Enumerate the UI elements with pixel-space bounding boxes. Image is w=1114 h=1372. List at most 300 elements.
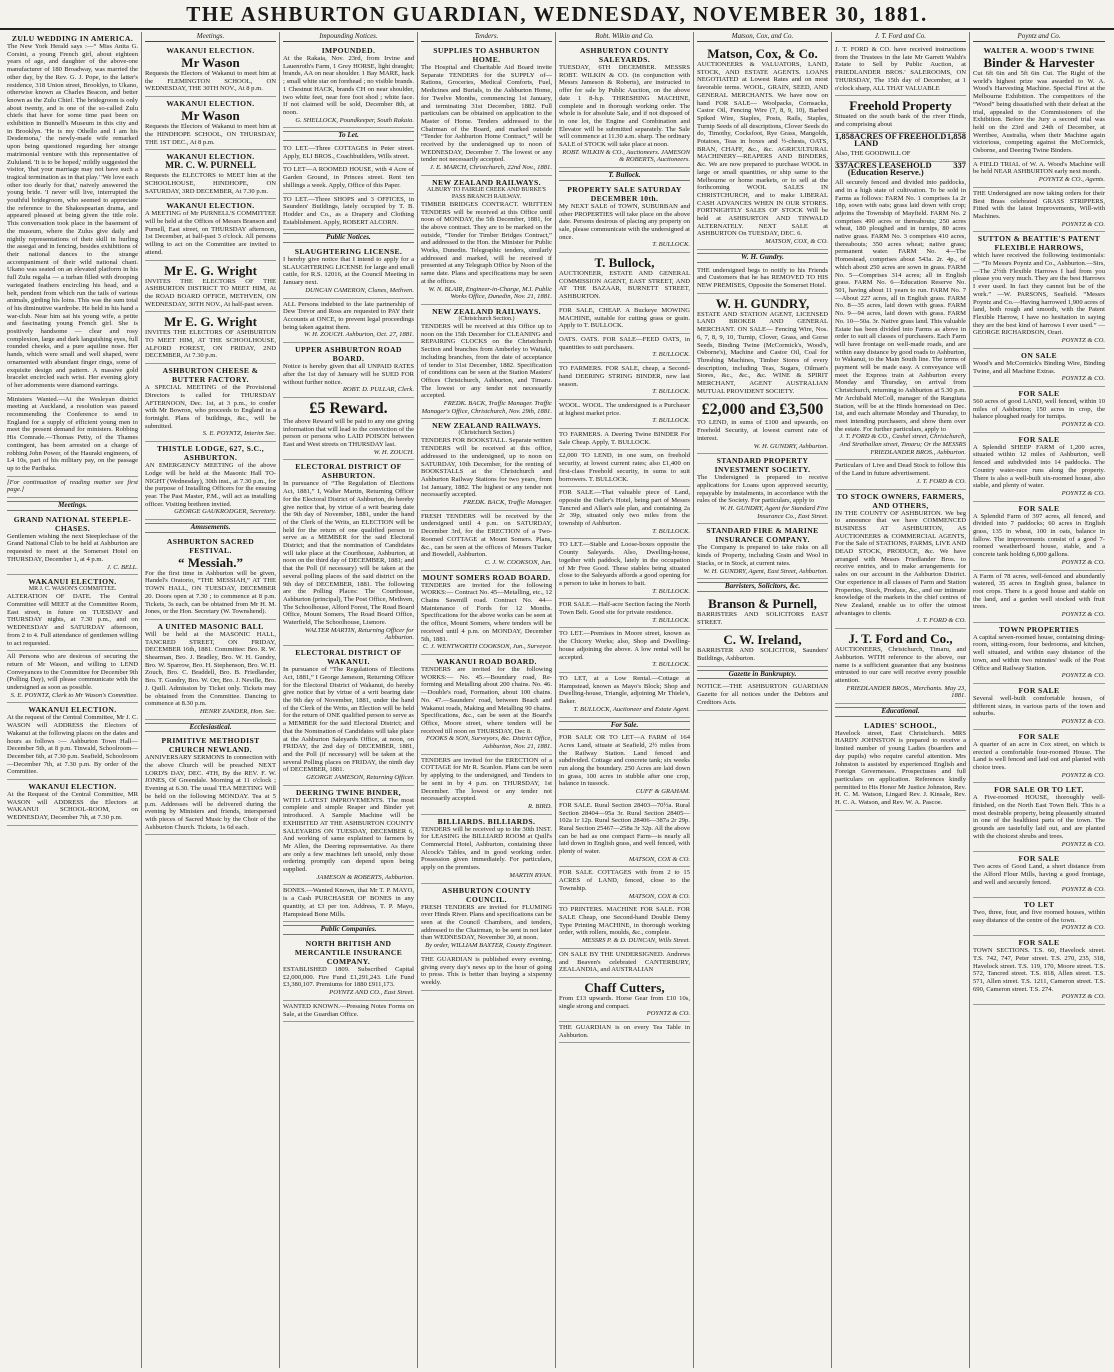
- ad-title: FOR SALE: [1018, 434, 1060, 444]
- ad-body: AUCTIONEER, ESTATE AND GENERAL COMMISSION AGENT, EAST STREET, AND AT THE BAZAAR, BURNETT STREET, ASHBURTON.: [559, 270, 690, 301]
- ad-title: WAKANUI ELECTION.: [166, 46, 255, 55]
- column-3: [280, 32, 418, 1368]
- ad-signature: J. C. BELL.: [107, 563, 138, 571]
- ad-signature: By order, WILLIAM BAXTER, County Engineer.: [425, 942, 552, 950]
- advertisement: [559, 183, 690, 253]
- ad-subtitle: MR J. C. WASON'S COMMITTEE.: [28, 586, 117, 593]
- advertisement: [973, 571, 1105, 623]
- advertisement: [145, 261, 276, 313]
- ad-body: ON SALE BY THE UNDERSIGNED. Andrews and Beaven's celebrated CANTERBURY, ZEALANDIA, and AUSTRALIAN: [559, 950, 690, 974]
- advertisement: [421, 511, 552, 571]
- advertisement: [835, 44, 966, 96]
- ad-title: FOR SALE: [1018, 854, 1060, 864]
- ad-body: FOR SALE.—That valuable piece of Land, opposite the Ostler's Hotel, being part of Messrs Tancred and Allan's sale plan, and containing 2a 2r 39p, situated only two miles from the township of Ashburton.: [559, 489, 690, 528]
- ad-body: Particulars of Live and Dead Stock to follow this of the Land in future advertisement.: [835, 462, 966, 478]
- ad-signature: POYNTZ & CO.: [1061, 718, 1105, 726]
- ad-signature: MATSON, COX, & CO.: [765, 238, 828, 246]
- advertisement: [421, 884, 552, 954]
- ad-title: TO LET: [1023, 900, 1055, 910]
- column-heading: Tenders.: [421, 32, 552, 42]
- ad-display-name: J. T. Ford and Co.,: [848, 631, 953, 647]
- advertisement: [559, 978, 690, 1022]
- ad-subtitle: (Christchurch Section.): [458, 315, 515, 322]
- advertisement: [559, 867, 690, 904]
- ad-body: All securely fenced and divided into paddocks, and in a high state of cultivation. To be sold in Farms as follows: FARM No. 1 comprises 1a 2r 18p, sown with oats; grass laid down with crop; adjoins the Township of Mayfield. FARM No. 2 comprises 490 acres or thereabouts; 250 acres wheat, 180 ploughed and in turnips, 80 acres native grass. FARM No. 3 comprises 410 acres, thereabouts; 350 acres wheat; native grass; permanent water. FARM No. 4—The Homestead, comprises about 543a. 2r. 4p., of which about 250 acres are sown in grass. FARM No. 5—Comprises 314 acres; all in English grass. FARM No. 6—Education Reserve No. 501, having about 11 years to run. FARM No. 7—About 227 acres, all in English grass. FARM No. 8—35 acres, laid down with grass. FARM No. 9—94 acres, laid down with grass. FARM No. 10—50a. 3r. Native grass land. This valuable Estate has been divided into Farms as above in order to suit all classes of purchasers. Each Farm will have frontage on well-made roads, and are within easy distance by good roads to Ashburton, to Wakanui, to the Main South line. The terms of payment will be made easy. A conveyance will meet the Express train at Ashburton every Monday and Thursday, on arrival from Christchurch, returning to Ashburton at 5.30 p.m. Mr Archibald McColl, manager of the Rangitata Station, will be at the Hinds homestead on Dec. 1st, and each alternate Monday and Thursday, to meet intending purchasers, and show them over the estate. For further particulars, apply to: [835, 179, 966, 433]
- column-heading: Meetings.: [145, 32, 276, 42]
- ad-title: ASHBURTON COUNTY COUNCIL.: [442, 885, 531, 904]
- ad-body: THE Undersigned are now taking orders for their Best Brass celebrated GRASS STRIPPERS, Fitted with the latest Improvements, Will-with Machines.: [973, 189, 1105, 220]
- ad-signature: POYNTZ & CO.: [1061, 924, 1105, 932]
- ad-signature: W. H. ZOUCH. Ashburton, Oct. 27, 1881.: [303, 331, 414, 339]
- ad-body: THE GUARDIAN is on every Tea Table in Ashburton.: [559, 1024, 690, 1039]
- ad-body: FOR SALE.—Half-acre Section facing the North Town Belt. Good site for private residence.: [559, 601, 690, 617]
- advertisement: [697, 594, 828, 630]
- ad-title: WAKANUI ELECTION.: [28, 577, 117, 587]
- advertisement: [559, 1022, 690, 1043]
- ad-body: The Company is prepared to take risks on all kinds of Property, including Grain and Wool in Stacks, or in Stock, at current rates.: [697, 544, 828, 567]
- ad-subtitle: ALBURY TO FAIRLIE CREEK AND BURKE'S PASS BRANCH RAILWAY.: [426, 186, 547, 200]
- ad-signature: T. BULLOCK.: [652, 616, 690, 624]
- advertisement: [559, 334, 690, 363]
- column-heading: Matson, Cox, and Co.: [697, 32, 828, 42]
- ad-title: GRAND NATIONAL STEEPLE-CHASES.: [13, 514, 132, 533]
- column-heading: Robt. Wilkin and Co.: [559, 32, 690, 42]
- advertisement: [421, 815, 552, 884]
- advertisement: [973, 159, 1105, 188]
- ad-display-heading: £5 Reward.: [309, 399, 388, 417]
- advertisement: [283, 1001, 414, 1022]
- advertisement: [973, 502, 1105, 571]
- ad-display-name: Mr E. G. Wright: [164, 314, 257, 330]
- ad-body: AUCTIONEERS, Christchurch, Timaru, and Ashburton. WITH reference to the above, our name is a sufficient guarantee that any business entrusted to our care will receive every possible attention.: [835, 646, 966, 684]
- ad-body: Requests the ELECTORS to MEET him at the SCHOOLHOUSE, HINDHOPE, ON SATURDAY, 3RD DECEMBER, At 7.30 p.m.: [145, 172, 276, 195]
- ad-body: Also, THE GOODWILL OF: [835, 150, 911, 158]
- ad-signature: FRIEDLANDER BROS., Merchants. May 23, 1881.: [846, 684, 966, 700]
- ad-body: Notice is hereby given that all UNPAID RATES after the 1st day of January will be SUED FOR without further notice.: [283, 363, 414, 386]
- ad-title: BILLIARDS. BILLIARDS.: [437, 816, 536, 826]
- ad-body: FOR SALE. COTTAGES with from 2 to 15 ACRES of LAND, fenced, close to the Township.: [559, 869, 690, 892]
- ad-signature: POYNTZ & CO.: [1061, 886, 1105, 894]
- ad-body: OATS. OATS. FOR SALE—FEED OATS, in quantities to suit purchasers.: [559, 335, 690, 351]
- acreage-part: 337: [953, 159, 966, 170]
- ad-body: Wood's and McCormick's Binding Wire, Binding Twine, and all Machine Extras.: [973, 359, 1105, 375]
- ad-display-name: Freehold Property: [849, 98, 952, 114]
- advertisement: [145, 44, 276, 97]
- section-heading: For Sale.: [559, 721, 690, 731]
- ad-signature: GEORGE JAMESON, Returning Officer.: [306, 774, 414, 782]
- ad-title: ELECTORAL DISTRICT OF ASHBURTON.: [295, 462, 402, 481]
- ad-signature: POYNTZ & CO.: [1061, 421, 1105, 429]
- advertisement: [559, 904, 690, 949]
- ad-signature: HENRY ZANDER, Hon. Sec.: [199, 707, 276, 715]
- section-heading: Ecclesiastical.: [145, 723, 276, 733]
- advertisement: [145, 312, 276, 364]
- ad-signature: MARTIN RYAN.: [509, 871, 552, 879]
- advertisement: [7, 32, 138, 394]
- ad-signature: MESSRS P. & D. DUNCAN, Wills Street.: [581, 937, 690, 945]
- advertisement: [559, 949, 690, 978]
- ad-body: At the Rakaia, Nov. 23rd, from Irvine and Lauenroth's Farm, 1 Grey HORSE, light draught; brands, AA on near shoulder. 1 Bay MARE, hack ; small white star on forehead ; no visible brands. 1 Chestnut HACK, brands CH on near shoulder, two white feet, near fore foot shod ; white face. If not claimed will be sold, December 8th, at noon.: [283, 55, 414, 116]
- advertisement: [973, 623, 1105, 684]
- ad-body: A Splendid Farm of 397 acres, all fenced, and divided into 7 paddocks; 60 acres in English grass, 135 in wheat, 100 in oats, balance in fallow. The improvements consist of a good 7-roomed weatherboard house, stable, and a concrete tank holding 6,000 gallons.: [973, 512, 1105, 559]
- advertisement: [973, 783, 1105, 852]
- ad-title: NORTH BRITISH AND MERCANTILE INSURANCE COMPANY.: [294, 938, 403, 966]
- column-4: [418, 32, 556, 1368]
- ad-body: At the Request of the Central Committee, MR WASON will ADDRESS the Electors at WAKANUI SCHOOL-ROOM, on WEDNESDAY, December 7th, at 7.30 p.m.: [7, 791, 138, 822]
- advertisement: [145, 97, 276, 150]
- ad-body: Two, three, four, and five roomed houses, within easy distance of the centre of the town.: [973, 909, 1105, 924]
- advertisement: [7, 703, 138, 780]
- ad-signature: T. BULLOCK.: [652, 351, 690, 359]
- ad-body: TENDERS are invited for the following WORKS:— No. 45.—Boundary road, Re-forming and Metalling about 200 chains. No. 46.—Double's road, Formation, about 100 chains. No. 47.—Saunders' road, between Beach and Wakanui roads, Making and Metalling 90 chains. Specifications, &c., can be seen at the Board's Office, Moore street, where tenders will be received till noon on THURSDAY, Dec 8.: [421, 666, 552, 735]
- advertisement: [835, 629, 966, 704]
- advertisement: [145, 442, 276, 520]
- column-8: [970, 32, 1108, 1368]
- ad-body: TO FARMERS. A Deering Twine BINDER For Sale Cheap. Apply, T. BULLOCK.: [559, 431, 690, 446]
- page-columns: [4, 32, 1110, 1368]
- ad-body: which have received the following testimonials:— “To Messrs Poyntz and Co., Ashburton.—Sirs,—The 2½th Flexible Harrows I had from you please you very much. They are the best Harrows I ever used. In fact they cannot but be of the work.” —W. PARSONS, Seafield. “Messrs Poyntz and Co.—Having harrowed 1,900 acres of land, both rough and smooth, with the Patent Flexible Harrow, I have no hesitation in saying they are the best kind of harrows I ever used.” —GEORGE RICHARDSON, Orari.: [973, 252, 1105, 337]
- ad-title: FOR SALE OR TO LET.: [994, 785, 1084, 795]
- advertisement: [145, 364, 276, 442]
- advertisement: [7, 477, 138, 498]
- ad-body: A SPECIAL MEETING of the Provisional Directors is called for THURSDAY AFTERNOON, Dec. 1st, at 3 p.m., to confer with Mr Bowron, who proceeds to England in a fortnight. Plans of buildings, &c., will be submitted.: [145, 384, 276, 430]
- advertisement: [283, 143, 414, 164]
- ad-signature: J. T. FORD & CO., Cashel street, Christchurch, And Strathallan street, Timaru; Or the MESSRS FRIEDLANDER BROS., Ashburton.: [839, 433, 966, 456]
- ad-body: A Five-roomed HOUSE, thoroughly well-finished, on the North East Town Belt. This is a most desirable property, being pleasantly situated in one of the healthiest parts of the town. The grounds are tastefully laid out, and are planted with the choicest shrubs and trees.: [973, 794, 1105, 840]
- advertisement: [283, 44, 414, 128]
- ad-body: IN THE COUNTY OF ASHBURTON. We beg to announce that we have COMMENCED BUSINESS AT ASHBURTON, AS AUCTIONEERS & COMMERCIAL AGENTS, For the Sale of STATIONS, FARMS, LIVE AND DEAD STOCK, PRODUCE, &c. We have arranged with Messrs Friedlander Bros. to receive entries, and to make arrangements for sales on our account in the Ashburton District. Our experience in all classes of Farm and Station Properties, Stock, Produce, &c., and our intimate knowledge of the markets in the chief centres of New Zealand, enable us to offer the utmost advantages to clients.: [835, 509, 966, 617]
- advertisement: [559, 628, 690, 673]
- ad-signature: GEORGE GAUKRODGER, Secretary.: [174, 508, 276, 516]
- advertisement: [559, 732, 690, 800]
- advertisement: [697, 44, 828, 250]
- ad-signature: ROBT. WILKIN & CO., Auctioneers. JAMESON & ROBERTS, Auctioneers.: [562, 148, 690, 164]
- ad-title: SUPPLIES TO ASHBURTON HOME.: [433, 46, 540, 64]
- ad-signature: POYNTZ & CO.: [1061, 771, 1105, 779]
- advertisement: [973, 349, 1105, 387]
- ad-title: WAKANUI ROAD BOARD.: [436, 657, 537, 666]
- ad-display-name: Matson, Cox, & Co.: [707, 46, 818, 61]
- ad-body: I hereby give notice that I intend to apply for a SLAUGHTERING LICENSE for large and small cattle, for R.S. 12016, at the Council Meeting in January next.: [283, 256, 414, 287]
- ad-signature: J. T. FORD & CO.: [916, 477, 966, 485]
- ad-body: For the first time in Ashburton will be given, Handel's Oratorio, “THE MESSIAH,” AT THE TOWN HALL, ON TUESDAY, DECEMBER 20. Doors open at 7.30 ; to commence at 8 p.m. Tickets, 3s each, can be obtained from Mr H. M. Jones, or the Hon. Secretary (W. Townshend).: [145, 569, 276, 616]
- ad-signature: POYNTZ & CO.: [1061, 489, 1105, 497]
- advertisement: [835, 96, 966, 132]
- ad-signature: S. E. POYNTZ, Clerk to Mr Wason's Committee.: [10, 691, 138, 699]
- ad-signature: MATSON, COX & CO.: [628, 855, 690, 863]
- advertisement: [559, 800, 690, 868]
- ad-signature: C. J. WENTWORTH COOKSON, Jun., Surveyor.: [422, 643, 552, 651]
- ad-body: ALL Persons indebted to the late partnership of Dew Trevor and Ross are requested to PAY their Accounts at ONCE, to prevent legal proceedings being taken against them.: [283, 300, 414, 331]
- ad-body: Two acres of Good Land, a short distance from the Alford Flour Mills, having a good frontage, and well and securely fenced.: [973, 863, 1105, 886]
- advertisement: [145, 620, 276, 720]
- advertisement: [973, 433, 1105, 502]
- ad-body: ESTATE AND STATION AGENT, LICENSED LAND BROKER AND GENERAL MERCHANT. ON SALE— Fencing Wire, Nos. 6, 7, 8, 9, 10, Turnip, Clover, Grass, and Gorse Seeds, Binding Twine (McCormick's, Wood's, Osborne's), Machine and Castor Oil, Coal for Threshing Machines, Timber Stores of every description, including Teas, Sugars, Oilman's Stores, &c., &c., &c. WINE & SPIRIT MERCHANT, AGENT AUSTRALIAN MUTUAL PROVIDENT SOCIETY.: [697, 310, 828, 395]
- ad-body: A FIELD TRIAL of W. A. Wood's Machine will be held NEAR ASHBURTON early next month.: [973, 160, 1105, 176]
- ad-body: FRESH TENDERS will be received by the undersigned until 4 p.m. on SATURDAY, December 3rd, for the ERECTION of a Two-Roomed COTTAGE at Mount Somers. Plans, &c., can be seen at the offices of Messrs Tucker and Bowdell, Ashburton.: [421, 512, 552, 559]
- ad-body: Cut 6ft 6in and 5ft 6in Cut. The Right of the world's highest prize was awarded to W. A. Wood's Harvesting Machine. Special First at the Melbourne Exhibition. The competitors of the “Wood” being dissatisfied with their defeat at the trial, appealed to the Commissioners of the Exhibition. Before the Jury a second trial was held on the 23rd and 24th of December, at Werribee, Australia, when their Machine again victorious, competing against the McCormick, Osborne, and Deering Twine Binders.: [973, 70, 1105, 155]
- acreage-part: ACRES OF FREEHOLD LAND: [854, 130, 947, 149]
- ad-display-name: Chaff Cutters,: [584, 979, 665, 995]
- ad-body: A MEETING of Mr PURNELL'S COMMITTEE will be held at the Offices of Messrs Branson and Purnell, East street, on THURSDAY afternoon, 1st December, at half-past 3 o'clock. All persons willing to act on the Committee are invited to attend.: [145, 210, 276, 256]
- advertisement: [283, 646, 414, 786]
- advertisement: [421, 176, 552, 305]
- advertisement: [697, 681, 828, 710]
- advertisement: [697, 399, 828, 454]
- ad-body: INVITES THE ELECTORS OF ASHBURTON TO MEET HIM, AT THE SCHOOLHOUSE, ALFORD FOREST, ON FRIDAY, 2ND DECEMBER, At 7.30 p.m.: [145, 329, 276, 360]
- advertisement: [559, 450, 690, 487]
- ad-signature: MATSON, COX & CO.: [628, 892, 690, 900]
- ad-body: TENDERS will be received at this Office up to noon on the 15th December for CLEANING and REPAIRING CLOCKS on the Christchurch Section and branches from Amberley to Waitaki, including branches, from the date of acceptance of tender to 31st December, 1882. Specification of conditions can be seen at the Station Masters' Offices Christchurch, Ashburton, and Timaru. The lowest or any tender not necessarily accepted.: [421, 322, 552, 400]
- ad-body: NOTICE.—THE ASHBURTON GUARDIAN Gazette for all notices under the Debtors and Creditors Acts.: [697, 683, 828, 706]
- advertisement: [7, 575, 138, 651]
- ad-title: NEW ZEALAND RAILWAYS.: [432, 177, 541, 187]
- section-heading: W. H. Gundry.: [697, 253, 828, 263]
- ad-title: FOR SALE: [1018, 388, 1060, 398]
- ad-body: The above Reward will be paid to any one giving information that will lead to the conviction of the person or persons who LAID POISON between East and West streets on THURSDAY last.: [283, 417, 414, 449]
- ad-title: ASHBURTON COUNTY SALEYARDS.: [580, 46, 669, 64]
- advertisement: [835, 719, 966, 811]
- ad-body: ESTABLISHED 1809. Subscribed Capital £2,000,000. Fire Fund £1,291,243. Life Fund £3,380,107. Premiums for 1880 £911,173.: [283, 965, 414, 989]
- ad-title: WALTER A. WOOD'S TWINE: [983, 46, 1095, 55]
- section-heading: Barristers, Solicitors, &c.: [697, 582, 828, 592]
- ad-body: TO LET.—Three SHOPS and 3 OFFICES, in Saunders' Buildings, lately occupied by T. B. Hodder and Co., as a Drapery and Clothing Establishment. Apply, ROBERT ALCORN.: [283, 195, 414, 226]
- ad-body: The Undersigned is prepared to receive applications for Loans upon approved security, repayable by instalments, in accordance with the rules of the Society. For particulars, apply to: [697, 474, 828, 505]
- ad-title: WAKANUI ELECTION.: [28, 782, 117, 792]
- ad-signature: W. H. GUNDRY, Ashburton.: [753, 442, 828, 450]
- section-heading: Meetings.: [7, 501, 138, 511]
- advertisement: [145, 535, 276, 620]
- ad-body: TO LET—A ROOMED HOUSE, with 4 Acre of Garden Ground, in Princes street. Rent ten shillings a week. Apply, Office of this Paper.: [283, 166, 414, 189]
- ad-title: FOR SALE: [1018, 731, 1060, 741]
- ad-body: TO LET.—Stable and Loose-boxes opposite the County Saleyards. Also, Dwelling-house, together with paddock, lately in the occupation of Mr Free Good. These stables being situated close to the Saleyards affords a good opening for a person to take in horses to bait.: [559, 541, 690, 587]
- section-heading: Public Companies.: [283, 925, 414, 935]
- advertisement: [421, 954, 552, 991]
- ad-signature: J. T. FORD & CO.: [916, 617, 966, 625]
- ad-title: ASHBURTON CHEESE & BUTTER FACTORY.: [162, 366, 259, 385]
- ad-signature: POYNTZ & CO.: [1061, 375, 1105, 383]
- column-7: [832, 32, 970, 1368]
- column-6: [694, 32, 832, 1368]
- ad-title: WAKANUI ELECTION.: [166, 201, 255, 211]
- ad-signature: T. BULLOCK.: [652, 587, 690, 595]
- ad-title: ELECTORAL DISTRICT OF WAKANUI.: [295, 648, 402, 667]
- ad-body: At the request of the Central Committee, Mr J. C. WASON will ADDRESS the Electors of Wakanui at the following places on the dates and hours as follows :— Ashburton Town Hall—December 5th, at 8 p.m. Tinwald, Schoolroom—December 6th, at 7.30 p.m. Seafield, Schoolroom—December 7th, at 7.30 p.m. By order of the Committee.: [7, 714, 138, 776]
- advertisement: [973, 188, 1105, 233]
- ad-signature: JAMESON & ROBERTS, Ashburton.: [316, 873, 414, 881]
- ad-body: Requests the Electors of Wakanui to meet him at the HINDHOPE SCHOOL, ON THURSDAY, THE 1ST DEC., At 8 p.m.: [145, 123, 276, 146]
- advertisement: [283, 398, 414, 461]
- masthead: THE ASHBURTON GUARDIAN, WEDNESDAY, NOVEMBER 30, 1881.: [0, 0, 1114, 30]
- ad-title: NEW ZEALAND RAILWAYS.: [432, 306, 541, 316]
- ad-title: UPPER ASHBURTON ROAD BOARD.: [295, 345, 402, 364]
- ad-body: Requests the Electors of Wakanui to meet him at the FLEMINGTON SCHOOL, ON WEDNESDAY, THE 30TH NOV., At 8 p.m.: [145, 70, 276, 93]
- ad-body: TO FARMERS. FOR SALE, cheap, a Second-hand DEERING STRING BINDER, new last season.: [559, 365, 690, 388]
- ad-signature: POYNTZ AND CO., East Street.: [329, 989, 414, 997]
- ad-signature: S. E. POYNTZ, Interim Sec.: [202, 430, 276, 438]
- column-5: [556, 32, 694, 1368]
- ad-body: Will be held at the MASONIC HALL, TANCRED STREET, ON FRIDAY, DECEMBER 16th, 1881. Committee: Bro. R. W. Shearman, Bro. J. Bradley, Bro. W. H. Gundry, Bro. W. Sparrow, Bro. H. Stephenson, Bro. W. H. Zouch, Bro. C. Braddell, Bro. B. Friedlander, Bro. T. Gundry, Bro. W. Orr, Bro. J. Neville, Bro. J. Quill. Admission by Ticket only. Tickets may be obtained from the Committee. Dancing to commence at 8.30 p.m.: [145, 630, 276, 708]
- ad-title: LADIES' SCHOOL,: [864, 720, 937, 730]
- ad-body: Havelock street, East Christchurch. MRS HARDY JOHNSTON is prepared to receive a limited number of young Ladies (boarders and day pupils) who require careful attention. Mrs Johnston is assisted by experienced English and Foreign Governesses. Prospectuses and full particulars on application. References kindly permitted to His Honor Mr Justice Johnston, Rev. H. C. M. Watson, Lingard Rev. J. Kinsale, Rev. H. C. A. Watson, and Rev. W. A. Pascoe.: [835, 729, 966, 807]
- ad-signature: FREDK. BACK, Traffic Manager. Traffic Manager's Office, Christchurch, Nov. 29th, 1881.: [421, 400, 552, 415]
- ad-signature: POYNTZ & CO.: [1061, 672, 1105, 680]
- ad-signature: W. H. GUNDRY, Agent for Standard Fire Insurance Co., East Street.: [719, 505, 828, 520]
- ad-body: TIMBER BRIDGES CONTRACT. WRITTEN TENDERS will be received at this Office until noon of MONDAY, the 5th December, 1881, for the above contract. They are to be marked on the outside, “Tender for Timber Bridges Contract,” and addressed to the Hon. the Minister for Public Works, Dunedin. Telegraphic tenders, similarly addressed and marked, will be received if presented at any Telegraph Office by Noon of the same date. Plans and specifications may be seen at the offices.: [421, 200, 552, 285]
- ad-title: IMPOUNDED.: [321, 46, 376, 55]
- advertisement: [421, 655, 552, 755]
- ad-body: BARRISTERS AND SOLICITORS EAST STREET.: [697, 610, 828, 626]
- advertisement: [283, 343, 414, 398]
- ad-signature: J. E. MARCH, Christchurch, 22nd Nov., 1881.: [429, 164, 552, 172]
- ad-display-name: Mr E. G. Wright: [164, 262, 257, 278]
- advertisement: [559, 400, 690, 429]
- ad-body: From £13 upwards. Horse Gear from £10 10s, single strong and compact.: [559, 994, 690, 1010]
- advertisement: [145, 199, 276, 260]
- ad-signature: T. BULLOCK.: [652, 388, 690, 396]
- ad-body: In pursuance of “The Regulation of Elections Act, 1881,” I, Walter Martin, Returning Officer for the Electoral District of Ashburton, do hereby give notice that, by virtue of a writ bearing date the 9th day of November, 1881, under the hand of the Clerk of the Writs, an ELECTION will be held for the return of one qualified person to serve as a MEMBER for the said Electoral District; and that the nomination of Candidates will take place at the Courthouse, Ashburton, at noon on the third day of DECEMBER, 1881; and that the Poll (if necessary) will be taken at the several polling places of the said district on the 9th day of DECEMBER, 1881. The following are the Polling Places: The Courthouse, Ashburton (principal), The Post Office, Methven, The Schoolhouse, Alford Forest, The Road Board Office, Mount Somers, The Road Board Office, Waterfield, The Schoolhouse, Lismore.: [283, 480, 415, 627]
- ad-signature: R. BIRD.: [528, 802, 552, 810]
- ad-body: A Farm of 78 acres, well-fenced and abundantly watered, 35 acres in English grass, balance in root crops. There is a good house and stable on the land, and a garden well stocked with fruit trees.: [973, 572, 1105, 611]
- ad-signature: POYNTZ & CO.: [1061, 611, 1105, 619]
- ad-body: A quarter of an acre in Cox street, on which is erected a comfortable four-roomed House. The Land is well fenced and laid out and planted with choice trees.: [973, 740, 1105, 771]
- ad-title: MOUNT SOMERS ROAD BOARD.: [422, 572, 551, 582]
- column-heading: Poyntz and Co.: [973, 32, 1105, 42]
- advertisement: [973, 730, 1105, 784]
- ad-body: The New York Herald says :—“ Miss Anita G. Corsini, a young French girl, about eighteen years of age, and daughter of the above-one manufacturer of 180 Broadway, was married the other day, by the Rev. G. J. Pope, to the latter's residence, 318 Union street, Brooklyn, to Ukano, otherwise known as Charles Beacon, and better known as the Zulu Chief. The bridegroom is only about twenty, and is one of the so-called Zulu chiefs that have for some time past been on exhibition in Bunnell's Museum in this city and in Brooklyn. 'He is my Othello and I am his Desdemona,' the newly-made wife remarked upon being questioned regarding her strange matrimonial venture with this representative of Zululand. 'It is to be hoped,' mildly suggested the visitor, 'that your marriage may not have such a tragical termination as in that play.' 'We love each other too dearly for that,' naively answered the young bride. 'I never will live, interrupted the youthful bridegroom, who seemed to appreciate the reference to the Shakespearian drama, and appeared pleased at being given the title role. This conversation took place in the basement of the museum, where the Zulus give daily and nightly representations of their skill in hurling the assegai and in fencing, besides exhibitions of their national dances to the strange accompaniment of their wild national chant. Ukano was seated on an elevated platform in his full Zulu regalia — a turban filled with drooping variegated feathers encircling his head, and a belt, pendent from which run the tails of various animals, girding his loins. This was the sum total of his diminutive wardrobe. He held in his hand a war-club. Near him sat his young wife, a petite and fascinating young French girl. She is positively handsome — clear and rosy complexion, large and dark languishing eyes, full rounded cheeks, and a pure aquiline nose. Her hands, which were small and well shaped, were ornamented with abundant finger rings, some of exquisite design and pattern. A massive gold bracelet encircled each wrist. Her evening glory of her adornments were diamond earrings.: [7, 43, 138, 389]
- ad-body: Ministers Wanted.—At the Wesleyan district meeting at Auckland, a resolution was passed recommending the Conference to send to England for a supply of efficient young men to meet the present demand for ministers. Robbing His Comrade.—Thomas Petty, of the Thames contingent, has been arrested on a charge of robbing John Power, of the Hauraki engineers, of L4 10s, part of his military pay, on the passage up to the Parihaka.: [7, 395, 138, 472]
- ad-title: FOR SALE: [1018, 503, 1060, 513]
- ad-body: Several well-built comfortable houses, of different sizes, in various parts of the town and suburbs.: [973, 695, 1105, 718]
- ad-display-name: C. W. Ireland,: [723, 632, 802, 648]
- ad-body: WOOL. WOOL. The undersigned is a Purchaser at highest market price.: [559, 401, 690, 417]
- ad-title: FOR SALE: [1018, 686, 1060, 695]
- advertisement: [7, 394, 138, 477]
- advertisement: [421, 44, 552, 176]
- ad-body: £2,000 TO LEND, in one sum, on freehold security, at lowest current rates; also £1,400 on first-class Freehold security, in sums to suit borrowers. T. BULLOCK.: [559, 452, 690, 483]
- section-heading: T. Bullock.: [559, 171, 690, 181]
- advertisement: [973, 936, 1105, 1005]
- acreage-part: 1,858: [946, 130, 966, 141]
- ad-title: FOR SALE: [1018, 938, 1060, 948]
- advertisement: [7, 651, 138, 703]
- ad-title: DEERING TWINE BINDER,: [295, 787, 402, 797]
- ad-signature: WALTER MARTIN, Returning Officer for Ashburton.: [304, 626, 414, 642]
- ad-signature: W. H. GUNDRY, Agent, East Street, Ashburton.: [703, 567, 828, 575]
- advertisement: [559, 673, 690, 718]
- ad-title: PRIMITIVE METHODIST CHURCH NEWLAND.: [161, 736, 260, 755]
- acreage-line: [835, 130, 966, 149]
- advertisement: [973, 852, 1105, 898]
- ad-body: The Hospital and Charitable Aid Board invite Separate TENDERS for the SUPPLY of— Rations, Groceries, Medical Comforts, Fuel, Medicines and Burials, to the Ashburton Home, for Twelve Months, commencing 1st January, and terminating 31st December, 1882. Full particulars can be obtained on application to the Master of Home. Tenders addressed to the Chairman of the Board, and marked outside “Tender for Ashburton Home Contract,” will be received by the undersigned up to noon of WEDNESDAY, December 7. The lowest or any tender not necessarily accepted.: [421, 64, 552, 164]
- column-1: [4, 32, 142, 1368]
- ad-signature: W. N. BLAIR, Engineer-in-Charge, M.I. Public Works Office, Dunedin, Nov. 21, 1881.: [428, 285, 552, 301]
- ad-body: WANTED KNOWN.—Pressing Notes Forms on Sale, at the Guardian Office.: [283, 1002, 414, 1018]
- ad-body: ANNIVERSARY SERMONS In connection with the above Church will be preached NEXT LORD'S DAY, DEC. 4TH, By the REV. F. W. JONES, Of Greendale. Morning at 11 o'clock ; Evening at 6.30. The usual TEA MEETING Will be held on the following MONDAY. Tea at 5 p.m. Addresses will be delivered during the evening by Ministers and friends, interspersed with pieces of Sacred Music by the Choir of the Ashburton Church. Tickets, 1s 6d each.: [145, 754, 276, 831]
- ad-title: WAKANUI ELECTION.: [166, 99, 255, 109]
- ad-title: ZULU WEDDING IN AMERICA.: [11, 34, 134, 43]
- advertisement: [835, 490, 966, 630]
- ad-body: WITH LATEST IMPROVEMENTS. The most complete and simple Reaper and Binder yet introduced. A Sample Machine will be EXHIBITED AT THE ASHBURTON COUNTY SALEYARDS ON TUESDAY, DECEMBER 6, And working of same explained to farmers by Mr Allen, the Deering representative. As there are only a few machines left unsold, only those ordering promptly can depend upon being supplied.: [283, 796, 414, 874]
- ad-signature: POYNTZ & CO.: [1061, 337, 1105, 345]
- ad-body: Gentlemen wishing the next Steeplechase of the Grand National Club to be held at Ashburton are requested to meet at the Somerset Hotel on THURSDAY, December 1, at 4 p.m.: [7, 532, 138, 563]
- advertisement: [559, 599, 690, 628]
- ad-title: TO STOCK OWNERS, FARMERS, AND OTHERS,: [836, 491, 965, 510]
- acreage-part: 1,858: [835, 130, 855, 141]
- ad-signature: C. J. W. COOKSON, Jun.: [484, 558, 552, 566]
- advertisement: [973, 684, 1105, 730]
- ad-body: TENDERS are invited for the ERECTION of a COTTAGE for Mr R. Scanlon. Plans can be seen by applying to the undersigned, and Tenders to be sent in by 4 p.m. on THURSDAY, 1st December. The lowest or any tender not necessarily accepted.: [421, 756, 552, 803]
- advertisement: [559, 44, 690, 168]
- advertisement: [421, 571, 552, 655]
- ad-body: TO LET, at a Low Rental.—Cottage at Hampstead, known as Mayo's Block; Shop and Dwelling-house, Triangle, adjoining Mr Thiele's, Baker.: [559, 675, 690, 706]
- advertisement: [697, 294, 828, 400]
- advertisement: [973, 44, 1105, 159]
- advertisement: [283, 245, 414, 299]
- ad-body: FOR SALE OR TO LET—A FARM of 164 Acres Land, situate at Seafield, 2½ miles from the Railway Station. Land fenced and subdivided. Cottage and concrete tank; six weeks run along the boundary. 250 Acres are laid down in grass, 100 acres in stubble after one crop, balance in tussock.: [559, 734, 690, 788]
- advertisement: [559, 429, 690, 450]
- ad-display-name: T. Bullock,: [594, 255, 655, 271]
- ad-body: TO LEND, in sums of £100 and upwards, on Freehold Security, at lowest current rate of interest.: [697, 419, 828, 442]
- ad-body: TOWN SECTIONS. T.S. 60, Havelock street. T.S. 742, 747, Peter street. T.S. 270, 235, 318, Havelock street. T.S. 119, 170, Moore street. T.S. 572, Tancred street. T.S. 818, Allen street. T.S. 571, Allen street. T.S. 1211, Cameron street. T.S. 690, Cameron street. T.S. 274.: [973, 947, 1105, 993]
- ad-signature: T. BULLOCK.: [652, 241, 690, 249]
- ad-title: WAKANUI ELECTION.: [166, 152, 255, 162]
- advertisement: [973, 898, 1105, 936]
- ad-signature: FOOKS & SON, Surveyors, &c. District Office, Ashburton, Nov. 21, 1881.: [426, 735, 552, 751]
- ad-body: ALTERATION OF DATE. The Central Committee will MEET at the Committee Room, East street, in future on TUESDAY and THURSDAY nights, at 7.30 p.m., and on WEDNESDAY and SATURDAY afternoon, from 2 to 4. Full attendance of gentlemen willing to act requested.: [7, 593, 138, 647]
- advertisement: [973, 232, 1105, 348]
- advertisement: [559, 363, 690, 400]
- advertisement: [559, 539, 690, 599]
- section-heading: Public Notices.: [283, 233, 414, 243]
- section-heading: Gazette in Bankruptcy.: [697, 670, 828, 680]
- advertisement: [421, 305, 552, 419]
- ad-signature: ROBT. D. PULLAR, Clerk.: [342, 386, 414, 394]
- section-heading: Educational.: [835, 707, 966, 717]
- ad-signature: T. BULLOCK.: [652, 661, 690, 669]
- ad-signature: T. BULLOCK.: [652, 527, 690, 535]
- ad-body: My NEXT SALE of TOWN, SUBURBAN and other PROPERTIES will take place on the above date. Persons desirous of placing any property on sale, please communicate with the undersigned at once.: [559, 202, 690, 241]
- advertisement: [421, 419, 552, 510]
- ad-title: A UNITED MASONIC BALL: [157, 621, 264, 631]
- ad-title: THISTLE LODGE, 627, S.C., ASHBURTON.: [156, 444, 265, 463]
- ad-body: BARRISTER AND SOLICITOR, Saunders' Buildings, Ashburton.: [697, 647, 828, 663]
- advertisement: [697, 265, 828, 294]
- ad-body: In pursuance of “The Regulations of Elections Act, 1881,” I George Jameson, Returning Officer for the Electoral District of Wakanui, do hereby give notice that by virtue of a writ bearing date the 9th day of November, 1881, under the hand of the Clerk of the Writs, an Election will be held for the return of ONE qualified person to serve as a MEMBER for the said Electoral District; and that the Nomination of Candidates will take place at the Ashburton Saleyards Office, at noon, on FRIDAY, the 2nd day of DECEMBER, 1881, and the Poll (if necessary) will be taken at the several Polling places on FRIDAY, the ninth day of DECEMBER, 1881.: [283, 666, 414, 774]
- ad-signature: POYNTZ & CO.: [1061, 558, 1105, 566]
- ad-body: TENDERS FOR BOOKSTALL. Separate written TENDERS will be received at this office, addressed to the undersigned, up to noon on SATURDAY, 10th December, for the renting of BOOKSTALLS at the Christchurch and Ashburton Railway Stations for two years, from 1st January, 1882. The highest or any tender not necessarily accepted.: [421, 437, 552, 499]
- ad-title: NEW ZEALAND RAILWAYS.: [432, 421, 541, 431]
- ad-signature: POYNTZ & CO., Agents.: [1038, 176, 1105, 184]
- ad-display-name: W. H. GUNDRY,: [715, 295, 810, 311]
- advertisement: [697, 630, 828, 666]
- ad-body: TENDERS are invited for the following WORKS:— Contract No. 45—Metalling, etc., 12 Chains Sawmill road. Contract No. 44—Maintenance of Fords for 12 Months. Specifications for the above works can be seen at the office, Mount Somers, where tenders will be received until 4 p.m. on MONDAY, December 5th, 1881.: [421, 581, 552, 643]
- ad-signature: FREDK. BACK, Traffic Manager.: [462, 499, 552, 507]
- ad-title: STANDARD PROPERTY INVESTMENT SOCIETY.: [714, 456, 811, 475]
- ad-signature: T. BULLOCK.: [652, 417, 690, 425]
- advertisement: [283, 299, 414, 344]
- ad-body: BONES.—Wanted Known, that Mr T. P. MAYO, is a Cash PURCHASER OF BONES in any quantity, at £3 per ton. Address, T. P. Mayo, Hampstead Bone Mills.: [283, 887, 414, 918]
- advertisement: [283, 164, 414, 193]
- advertisement: [697, 524, 828, 579]
- column-heading: Impounding Notices.: [283, 32, 414, 42]
- ad-title: TOWN PROPERTIES: [998, 624, 1080, 634]
- advertisement: [421, 755, 552, 815]
- ad-signature: DUNCAN CAMERON, Clunes, Methven.: [305, 286, 414, 294]
- ad-title: ON SALE: [1021, 350, 1057, 360]
- ad-signature: T. BULLOCK, Auctioneer and Estate Agent.: [573, 705, 690, 713]
- advertisement: [283, 194, 414, 231]
